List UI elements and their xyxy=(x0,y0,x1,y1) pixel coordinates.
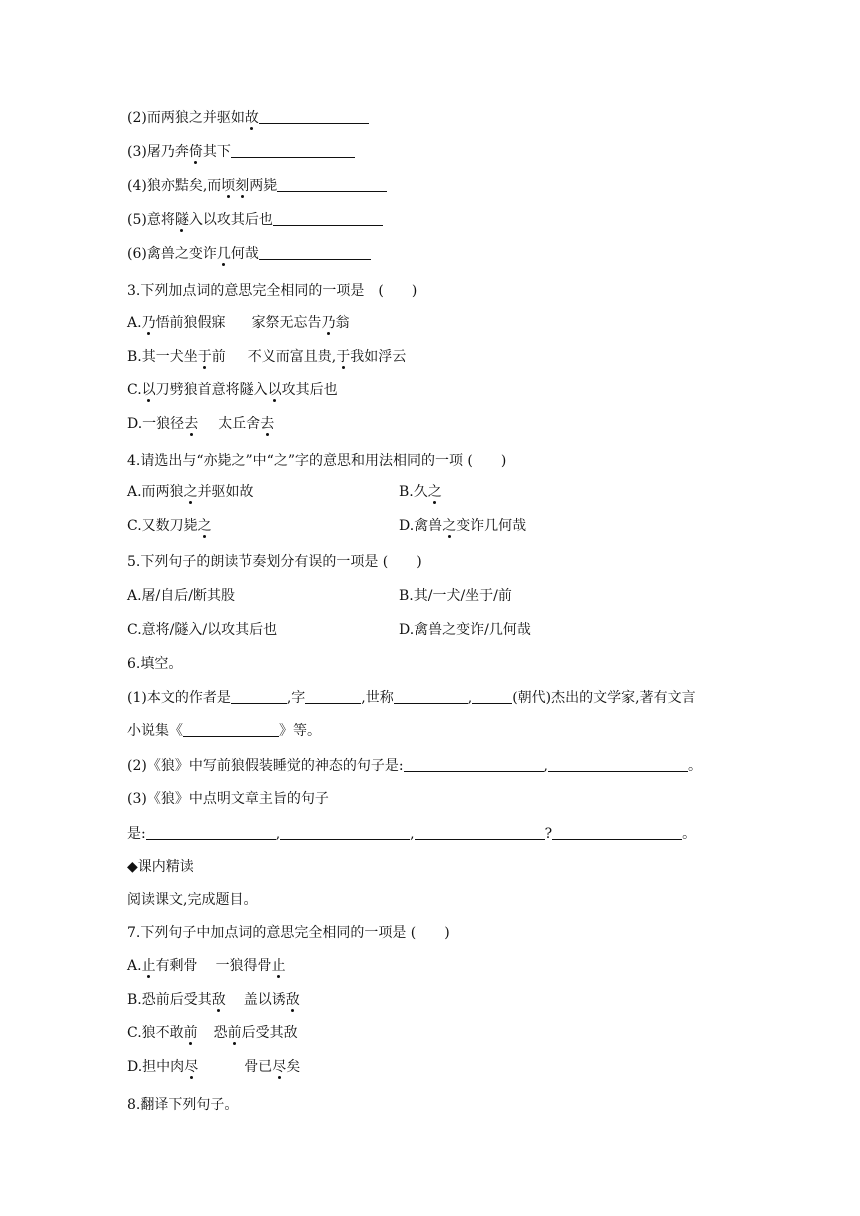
dotted-char: 几 xyxy=(216,246,231,262)
vocab-line-3: (3)屠乃奔倚其下 xyxy=(127,142,355,162)
dotted-char: 之 xyxy=(427,484,442,500)
answer-blank[interactable] xyxy=(259,245,371,260)
q7-option-a[interactable]: A.止有剩骨 一狼得骨止 xyxy=(127,958,286,974)
section-intro: 阅读课文,完成题目。 xyxy=(127,892,258,908)
dotted-char: 乃 xyxy=(321,315,336,331)
answer-blank[interactable] xyxy=(277,177,387,192)
dotted-char: 去 xyxy=(260,416,275,432)
dotted-char: 于 xyxy=(197,349,212,365)
q3-option-d[interactable]: D.一狼径去 太丘舍去 xyxy=(127,416,275,432)
q7-option-b[interactable]: B.恐前后受其敌 盖以诱敌 xyxy=(127,992,300,1008)
section-title: ◆课内精读 xyxy=(127,859,194,875)
dotted-char: 前 xyxy=(183,1025,198,1041)
dotted-char: 倚 xyxy=(188,144,203,160)
answer-blank[interactable] xyxy=(552,825,682,840)
q7-option-d[interactable]: D.担中肉尽 骨已尽矣 xyxy=(127,1059,301,1075)
vocab-line-5: (5)意将隧入以攻其后也 xyxy=(127,210,383,230)
question-4-stem: 4.请选出与“亦毙之”中“之”字的意思和用法相同的一项 ( ) xyxy=(127,453,507,469)
q6-sub-1: (1)本文的作者是 ,字 ,世称 , (朝代)杰出的文学家,著有文言 xyxy=(127,690,696,706)
q6-sub-3: (3)《狼》中点明文章主旨的句子 xyxy=(127,791,329,807)
answer-blank[interactable] xyxy=(273,211,383,226)
answer-blank[interactable] xyxy=(280,825,410,840)
dotted-char: 以 xyxy=(267,382,282,398)
dotted-char: 隧 xyxy=(174,212,189,228)
vocab-line-4: (4)狼亦黠矣,而顷刻两毙 xyxy=(127,176,387,196)
q4-option-c[interactable]: C.又数刀毙之 xyxy=(127,518,212,534)
vocab-line-2: (2)而两狼之并驱如故 xyxy=(127,108,369,128)
dotted-char: 之 xyxy=(442,518,457,534)
dotted-char: 以 xyxy=(141,382,156,398)
answer-blank[interactable] xyxy=(472,689,512,704)
dotted-char: 敌 xyxy=(211,992,226,1008)
q4-option-d[interactable]: D.禽兽之变诈几何哉 xyxy=(399,518,527,534)
dotted-char: 敌 xyxy=(285,992,300,1008)
q4-option-a[interactable]: A.而两狼之并驱如故 xyxy=(127,484,254,500)
q4-option-b[interactable]: B.久之 xyxy=(399,484,442,500)
dotted-char: 前 xyxy=(227,1025,242,1041)
dotted-char: 止 xyxy=(271,958,286,974)
dotted-char: 之 xyxy=(183,484,198,500)
question-6-stem: 6.填空。 xyxy=(127,656,183,672)
answer-blank[interactable] xyxy=(394,689,468,704)
q3-option-a[interactable]: A.乃悟前狼假寐 家祭无忘告乃翁 xyxy=(127,315,350,331)
q5-option-d[interactable]: D.禽兽之变诈/几何哉 xyxy=(399,622,531,638)
q6-sub-1-cont: 小说集《 》等。 xyxy=(127,723,321,739)
q5-option-c[interactable]: C.意将/隧入/以攻其后也 xyxy=(127,622,278,638)
answer-blank[interactable] xyxy=(231,143,355,158)
question-8-stem: 8.翻译下列句子。 xyxy=(127,1097,239,1113)
dotted-char: 刻 xyxy=(235,178,250,194)
dotted-char: 乃 xyxy=(141,315,156,331)
dotted-char: 尽 xyxy=(272,1059,287,1075)
question-3-stem: 3.下列加点词的意思完全相同的一项是 ( ) xyxy=(127,283,418,299)
answer-blank[interactable] xyxy=(548,757,688,772)
q6-sub-3-cont: 是: , , ? 。 xyxy=(127,826,697,842)
q6-sub-2: (2)《狼》中写前狼假装睡觉的神态的句子是: , 。 xyxy=(127,758,702,774)
answer-blank[interactable] xyxy=(415,825,545,840)
answer-blank[interactable] xyxy=(231,689,287,704)
vocab-line-6: (6)禽兽之变诈几何哉 xyxy=(127,244,371,264)
dotted-char: 故 xyxy=(244,110,259,126)
answer-blank[interactable] xyxy=(183,722,279,737)
question-7-stem: 7.下列句子中加点词的意思完全相同的一项是 ( ) xyxy=(127,925,450,941)
dotted-char: 顷 xyxy=(221,178,236,194)
q5-option-a[interactable]: A.屠/自后/断其股 xyxy=(127,588,235,604)
answer-blank[interactable] xyxy=(146,825,276,840)
q5-option-b[interactable]: B.其/一犬/坐于/前 xyxy=(399,588,512,604)
q3-option-c[interactable]: C.以刀劈狼首意将隧入以攻其后也 xyxy=(127,382,338,398)
dotted-char: 止 xyxy=(141,958,156,974)
dotted-char: 于 xyxy=(336,349,351,365)
q3-option-b[interactable]: B.其一犬坐于前 不义而富且贵,于我如浮云 xyxy=(127,349,407,365)
dotted-char: 去 xyxy=(184,416,199,432)
answer-blank[interactable] xyxy=(259,109,369,124)
q7-option-c[interactable]: C.狼不敢前 恐前后受其敌 xyxy=(127,1025,298,1041)
dotted-char: 尽 xyxy=(184,1059,199,1075)
answer-blank[interactable] xyxy=(305,689,361,704)
answer-blank[interactable] xyxy=(404,757,544,772)
dotted-char: 之 xyxy=(197,518,212,534)
question-5-stem: 5.下列句子的朗读节奏划分有误的一项是 ( ) xyxy=(127,554,422,570)
